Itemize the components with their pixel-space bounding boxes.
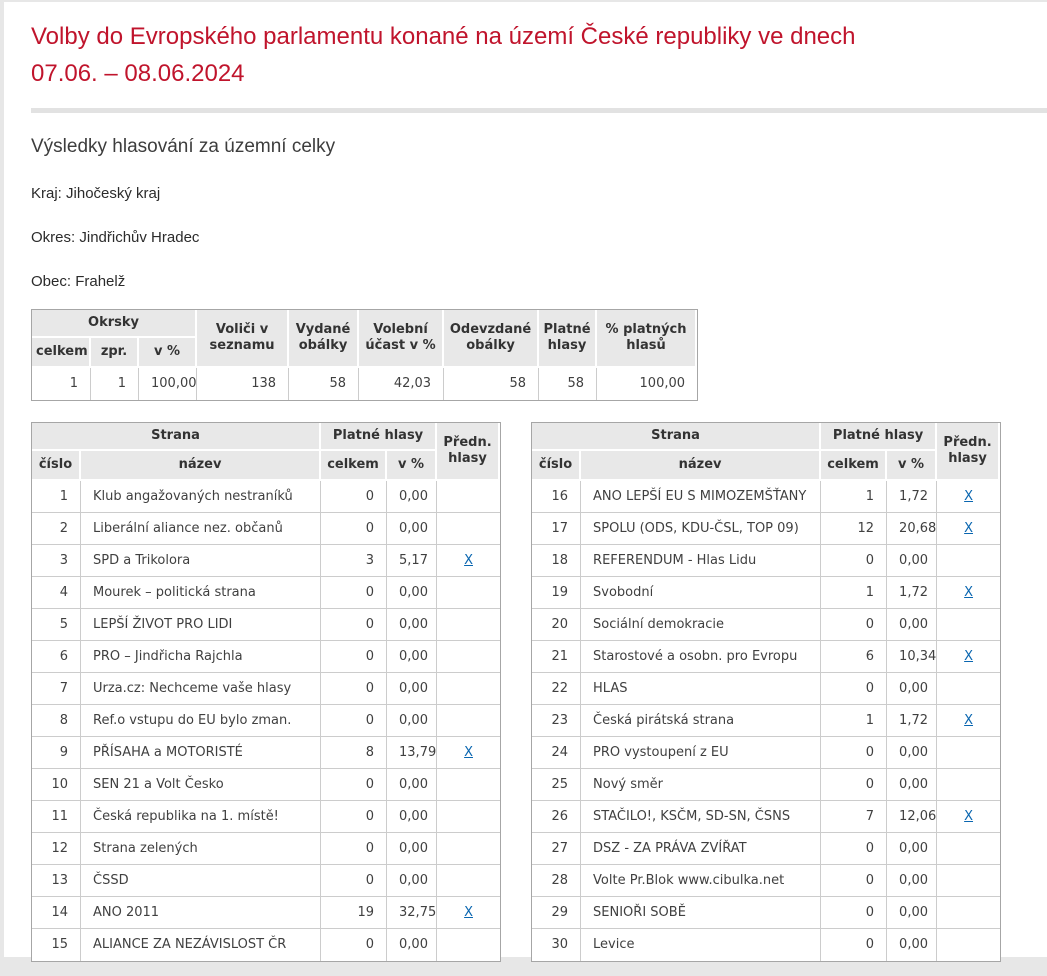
- party-number: 2: [32, 513, 81, 545]
- kraj-label: Kraj:: [31, 185, 62, 202]
- page-title: [31, 18, 1047, 92]
- party-row: [32, 609, 500, 641]
- party-name: PRO vystoupení z EU: [581, 737, 821, 769]
- party-number: 24: [532, 737, 581, 769]
- party-pref-cell: [437, 481, 500, 513]
- party-number: 7: [32, 673, 81, 705]
- party-number: 10: [32, 769, 81, 801]
- party-number: 20: [532, 609, 581, 641]
- party-votes-total: 0: [821, 897, 887, 929]
- okres-value: Jindřichův Hradec: [79, 229, 200, 246]
- party-row: [32, 481, 500, 513]
- party-row: [532, 897, 1000, 929]
- party-votes-total: 6: [821, 641, 887, 673]
- party-pref-cell: [437, 801, 500, 833]
- party-name: Česká pirátská strana: [581, 705, 821, 737]
- party-row: [32, 865, 500, 897]
- party-votes-pct: 0,00: [887, 673, 937, 705]
- pref-votes-link[interactable]: X: [964, 648, 974, 664]
- party-name: Mourek – politická strana: [81, 577, 321, 609]
- party-name: HLAS: [581, 673, 821, 705]
- party-number: 14: [32, 897, 81, 929]
- party-row: [32, 801, 500, 833]
- col-header-volebni-ucast: Volební účast v %: [359, 310, 444, 368]
- party-name: Levice: [581, 929, 821, 961]
- pref-votes-link[interactable]: X: [964, 584, 974, 600]
- party-row: [32, 641, 500, 673]
- party-pref-cell: [437, 897, 500, 929]
- party-name: ANO LEPŠÍ EU S MIMOZEMŠŤANY: [581, 481, 821, 513]
- party-pref-cell: [937, 833, 1000, 865]
- party-votes-total: 0: [321, 929, 387, 961]
- party-name: PRO – Jindřicha Rajchla: [81, 641, 321, 673]
- party-name: Nový směr: [581, 769, 821, 801]
- pref-votes-link[interactable]: X: [964, 808, 974, 824]
- party-number: 28: [532, 865, 581, 897]
- party-votes-pct: 0,00: [387, 833, 437, 865]
- party-votes-pct: 0,00: [887, 609, 937, 641]
- page-title-line2: 07.06. – 08.06.2024: [31, 60, 245, 87]
- party-votes-total: 7: [821, 801, 887, 833]
- party-name: SPOLU (ODS, KDU-ČSL, TOP 09): [581, 513, 821, 545]
- party-row: [532, 513, 1000, 545]
- party-votes-total: 0: [821, 833, 887, 865]
- col-header-celkem: celkem: [321, 451, 387, 481]
- party-votes-total: 0: [321, 769, 387, 801]
- party-votes-total: 0: [821, 673, 887, 705]
- col-header-vydane-obalky: Vydané obálky: [289, 310, 359, 368]
- party-pref-cell: [437, 641, 500, 673]
- party-votes-pct: 0,00: [887, 833, 937, 865]
- okrsky-zpr-value: 1: [91, 368, 139, 400]
- party-row: [532, 737, 1000, 769]
- party-votes-total: 0: [821, 545, 887, 577]
- col-header-okrsky: Okrsky: [32, 310, 197, 338]
- vydane-obalky-value: 58: [289, 368, 359, 400]
- party-votes-pct: 0,00: [387, 769, 437, 801]
- col-header-predn-hlasy: Předn. hlasy: [937, 423, 1000, 481]
- party-number: 3: [32, 545, 81, 577]
- party-votes-pct: 0,00: [387, 801, 437, 833]
- col-header-odevzdane-obalky: Odevzdané obálky: [444, 310, 539, 368]
- party-votes-pct: 0,00: [887, 897, 937, 929]
- okrsky-v-pct-value: 100,00: [139, 368, 197, 400]
- party-votes-total: 3: [321, 545, 387, 577]
- pct-platnych-hlasu-value: 100,00: [639, 376, 686, 391]
- party-votes-pct: 13,79: [387, 737, 437, 769]
- col-header-celkem: celkem: [821, 451, 887, 481]
- results-page: [4, 2, 1047, 957]
- party-pref-cell: [937, 737, 1000, 769]
- obec-value: Frahelž: [75, 273, 126, 290]
- party-votes-pct: 0,00: [887, 865, 937, 897]
- volici-v-seznamu-value: 138: [197, 368, 289, 400]
- party-row: [532, 769, 1000, 801]
- party-row: [532, 673, 1000, 705]
- party-votes-total: 1: [821, 577, 887, 609]
- region-okres: [31, 229, 1047, 246]
- party-name: Urza.cz: Nechceme vaše hlasy: [81, 673, 321, 705]
- party-row: [532, 865, 1000, 897]
- party-number: 16: [532, 481, 581, 513]
- party-row: [32, 897, 500, 929]
- party-number: 8: [32, 705, 81, 737]
- party-row: [32, 673, 500, 705]
- party-votes-total: 0: [821, 609, 887, 641]
- party-number: 5: [32, 609, 81, 641]
- party-pref-cell: [437, 705, 500, 737]
- col-header-platne-hlasy: Platné hlasy: [539, 310, 597, 368]
- party-votes-pct: 0,00: [387, 513, 437, 545]
- party-number: 23: [532, 705, 581, 737]
- party-votes-pct: 1,72: [887, 481, 937, 513]
- party-number: 11: [32, 801, 81, 833]
- party-votes-total: 0: [321, 481, 387, 513]
- party-row: [32, 833, 500, 865]
- col-header-predn-hlasy: Předn. hlasy: [437, 423, 500, 481]
- party-votes-total: 12: [821, 513, 887, 545]
- col-header-okrsky-v-pct: v %: [139, 338, 197, 368]
- col-header-strana: Strana: [532, 423, 821, 451]
- party-votes-total: 0: [821, 737, 887, 769]
- party-votes-total: 8: [321, 737, 387, 769]
- party-number: 6: [32, 641, 81, 673]
- party-number: 9: [32, 737, 81, 769]
- party-number: 19: [532, 577, 581, 609]
- party-pref-cell: [937, 769, 1000, 801]
- party-number: 4: [32, 577, 81, 609]
- party-pref-cell: [437, 609, 500, 641]
- col-header-okrsky-zpr: zpr.: [91, 338, 139, 368]
- party-row: [32, 545, 500, 577]
- party-pref-cell: [437, 865, 500, 897]
- pref-votes-link[interactable]: X: [964, 712, 974, 728]
- party-pref-cell: [437, 737, 500, 769]
- col-header-volici-v-seznamu: Voliči v seznamu: [197, 310, 289, 368]
- party-pref-cell: [437, 673, 500, 705]
- party-row: [32, 513, 500, 545]
- party-votes-total: 0: [821, 865, 887, 897]
- pref-votes-link[interactable]: X: [464, 744, 473, 760]
- party-number: 22: [532, 673, 581, 705]
- party-name: ANO 2011: [81, 897, 321, 929]
- party-name: REFERENDUM - Hlas Lidu: [581, 545, 821, 577]
- party-votes-total: 0: [321, 673, 387, 705]
- col-header-strana: Strana: [32, 423, 321, 451]
- party-votes-pct: 0,00: [887, 769, 937, 801]
- party-row: [32, 769, 500, 801]
- party-votes-pct: 0,00: [887, 737, 937, 769]
- party-name: Volte Pr.Blok www.cibulka.net: [581, 865, 821, 897]
- party-row: [32, 737, 500, 769]
- party-votes-pct: 10,34: [887, 641, 937, 673]
- party-name: STAČILO!, KSČM, SD-SN, ČSNS: [581, 801, 821, 833]
- col-header-okrsky-celkem: celkem: [32, 338, 91, 368]
- party-votes-pct: 0,00: [387, 929, 437, 961]
- party-votes-total: 19: [321, 897, 387, 929]
- party-table-left: [31, 422, 501, 962]
- party-votes-pct: 0,00: [387, 705, 437, 737]
- party-votes-pct: 0,00: [387, 577, 437, 609]
- party-pref-cell: [437, 545, 500, 577]
- kraj-value: Jihočeský kraj: [66, 185, 161, 202]
- party-number: 12: [32, 833, 81, 865]
- party-name: Strana zelených: [81, 833, 321, 865]
- party-pref-cell: [937, 513, 1000, 545]
- party-pref-cell: [437, 769, 500, 801]
- party-row: [32, 577, 500, 609]
- party-votes-total: 0: [321, 865, 387, 897]
- party-number: 30: [532, 929, 581, 961]
- party-row: [532, 577, 1000, 609]
- party-pref-cell: [937, 609, 1000, 641]
- party-votes-total: 0: [321, 833, 387, 865]
- party-name: Česká republika na 1. místě!: [81, 801, 321, 833]
- party-name: ALIANCE ZA NEZÁVISLOST ČR: [81, 929, 321, 961]
- party-name: Starostové a osobn. pro Evropu: [581, 641, 821, 673]
- pref-votes-link[interactable]: X: [464, 552, 473, 568]
- party-pref-cell: [437, 929, 500, 961]
- party-number: 26: [532, 801, 581, 833]
- party-number: 27: [532, 833, 581, 865]
- party-pref-cell: [937, 641, 1000, 673]
- col-header-cislo: číslo: [32, 451, 81, 481]
- party-votes-pct: 0,00: [387, 673, 437, 705]
- party-votes-pct: 0,00: [387, 609, 437, 641]
- party-pref-cell: [937, 897, 1000, 929]
- party-votes-pct: 20,68: [887, 513, 937, 545]
- party-name: SEN 21 a Volt Česko: [81, 769, 321, 801]
- party-pref-cell: [937, 673, 1000, 705]
- col-header-cislo: číslo: [532, 451, 581, 481]
- okres-label: Okres:: [31, 229, 76, 246]
- party-votes-pct: 0,00: [387, 865, 437, 897]
- party-votes-total: 1: [821, 481, 887, 513]
- party-name: Sociální demokracie: [581, 609, 821, 641]
- col-header-nazev: název: [581, 451, 821, 481]
- col-header-v-pct: v %: [387, 451, 437, 481]
- party-number: 15: [32, 929, 81, 961]
- party-name: PŘÍSAHA a MOTORISTÉ: [81, 737, 321, 769]
- pref-votes-link[interactable]: X: [964, 488, 974, 504]
- party-votes-total: 0: [321, 801, 387, 833]
- party-pref-cell: [937, 705, 1000, 737]
- party-row: [532, 833, 1000, 865]
- col-header-nazev: název: [81, 451, 321, 481]
- col-header-platne-hlasy: Platné hlasy: [321, 423, 437, 451]
- party-row: [532, 929, 1000, 961]
- party-results-tables: [31, 422, 1047, 962]
- party-votes-total: 0: [321, 705, 387, 737]
- party-name: DSZ - ZA PRÁVA ZVÍŘAT: [581, 833, 821, 865]
- party-votes-total: 0: [321, 641, 387, 673]
- party-pref-cell: [437, 513, 500, 545]
- page-title-line1: Volby do Evropského parlamentu konané na území České republiky ve dnech: [31, 23, 856, 50]
- party-pref-cell: [437, 577, 500, 609]
- party-votes-total: 0: [821, 929, 887, 961]
- party-name: Liberální aliance nez. občanů: [81, 513, 321, 545]
- party-row: [532, 705, 1000, 737]
- party-number: 1: [32, 481, 81, 513]
- party-votes-pct: 1,72: [887, 577, 937, 609]
- party-row: [532, 481, 1000, 513]
- volebni-ucast-value: 42,03: [359, 368, 444, 400]
- party-name: SPD a Trikolora: [81, 545, 321, 577]
- obec-label: Obec:: [31, 273, 72, 290]
- odevzdane-obalky-value: 58: [444, 368, 539, 400]
- party-number: 21: [532, 641, 581, 673]
- party-votes-total: 0: [321, 577, 387, 609]
- party-votes-total: 1: [821, 705, 887, 737]
- region-kraj: [31, 185, 1047, 202]
- party-votes-pct: 0,00: [387, 641, 437, 673]
- party-votes-pct: 1,72: [887, 705, 937, 737]
- okrsky-celkem-value: 1: [32, 368, 91, 400]
- col-header-v-pct: v %: [887, 451, 937, 481]
- party-name: LEPŠÍ ŽIVOT PRO LIDI: [81, 609, 321, 641]
- party-number: 25: [532, 769, 581, 801]
- party-row: [532, 609, 1000, 641]
- party-votes-pct: 32,75: [387, 897, 437, 929]
- party-votes-total: 0: [821, 769, 887, 801]
- party-pref-cell: [937, 801, 1000, 833]
- party-number: 18: [532, 545, 581, 577]
- party-votes-pct: 0,00: [887, 929, 937, 961]
- party-name: Ref.o vstupu do EU bylo zman.: [81, 705, 321, 737]
- party-pref-cell: [937, 865, 1000, 897]
- party-pref-cell: [937, 545, 1000, 577]
- party-votes-total: 0: [321, 513, 387, 545]
- col-header-platne-hlasy: Platné hlasy: [821, 423, 937, 451]
- party-row: [532, 801, 1000, 833]
- party-row: [532, 545, 1000, 577]
- party-row: [32, 929, 500, 961]
- party-name: Svobodní: [581, 577, 821, 609]
- party-pref-cell: [437, 833, 500, 865]
- party-votes-pct: 12,06: [887, 801, 937, 833]
- region-obec: [31, 273, 1047, 290]
- party-number: 29: [532, 897, 581, 929]
- pref-votes-link[interactable]: X: [464, 904, 473, 920]
- title-divider: [31, 108, 1047, 113]
- platne-hlasy-value: 58: [539, 368, 597, 400]
- party-votes-pct: 0,00: [887, 545, 937, 577]
- party-pref-cell: [937, 481, 1000, 513]
- party-name: ČSSD: [81, 865, 321, 897]
- party-votes-pct: 5,17: [387, 545, 437, 577]
- party-row: [32, 705, 500, 737]
- party-pref-cell: [937, 929, 1000, 961]
- party-table-right: [531, 422, 1001, 962]
- col-header-pct-platnych-hlasu: % platných hlasů: [597, 310, 697, 368]
- turnout-summary-table: [31, 309, 698, 401]
- party-number: 17: [532, 513, 581, 545]
- pref-votes-link[interactable]: X: [964, 520, 974, 536]
- party-pref-cell: [937, 577, 1000, 609]
- party-votes-pct: 0,00: [387, 481, 437, 513]
- section-title: Výsledky hlasování za územní celky: [31, 136, 336, 157]
- party-name: Klub angažovaných nestraníků: [81, 481, 321, 513]
- turnout-summary-row: [32, 368, 697, 400]
- party-number: 13: [32, 865, 81, 897]
- party-votes-total: 0: [321, 609, 387, 641]
- party-row: [532, 641, 1000, 673]
- party-name: SENIOŘI SOBĚ: [581, 897, 821, 929]
